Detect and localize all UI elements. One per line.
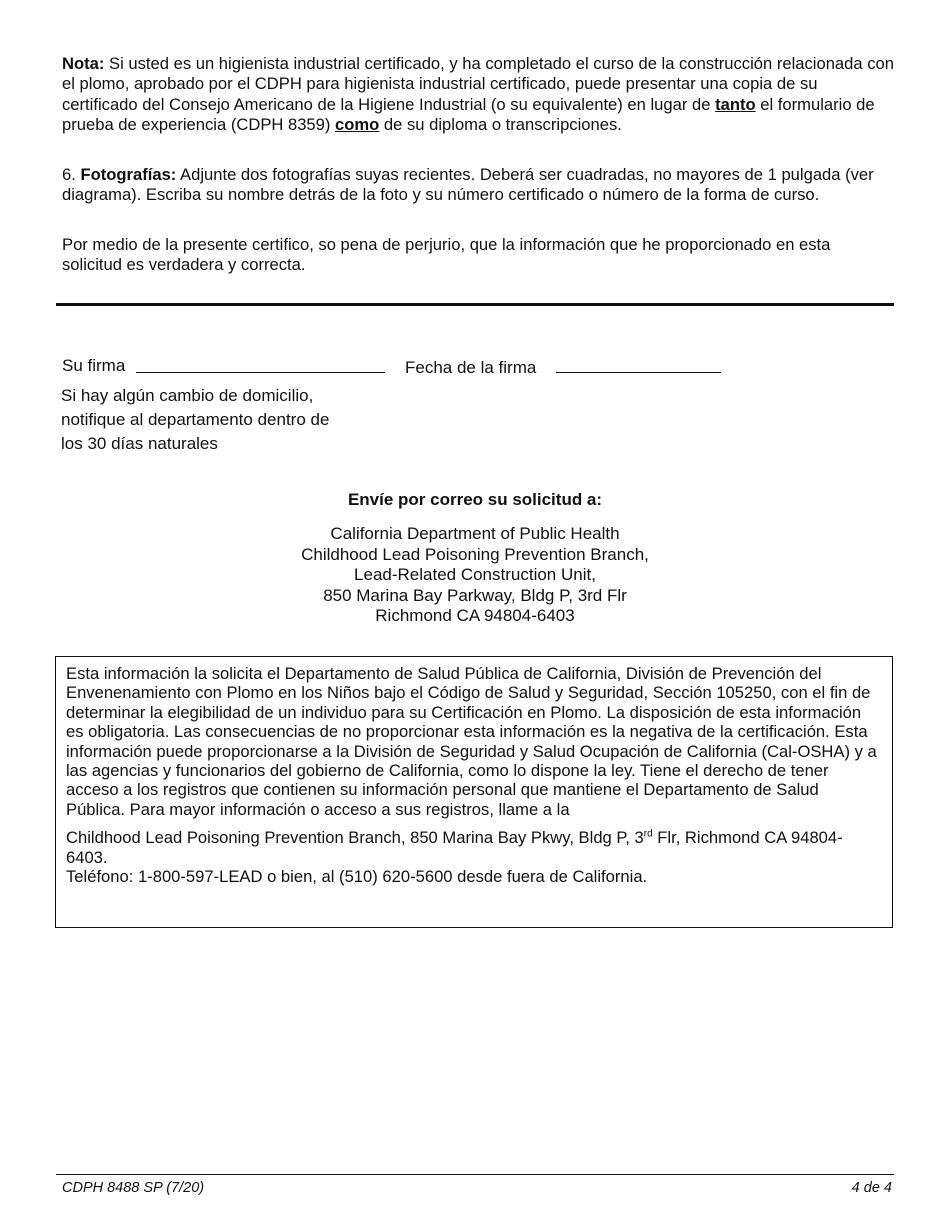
privacy-address-b: Flr, Richmond CA 94804-6403. [66,828,843,867]
footer-divider [56,1174,894,1175]
mailing-address-line-3: Lead-Related Construction Unit, [354,565,596,584]
mailing-address [0,524,950,627]
section-divider [56,303,894,306]
fotografias-paragraph [62,165,894,206]
nota-emph-tanto: tanto [715,94,756,114]
privacy-notice-phone: Teléfono: 1-800-597-LEAD o bien, al (510) 620-5600 desde fuera de California. [66,867,648,887]
privacy-address-a: Childhood Lead Poisoning Prevention Branch, 850 Marina Bay Pkwy, Bldg P, 3 [66,828,644,848]
mailing-address-line-5: Richmond CA 94804-6403 [375,606,575,625]
nota-paragraph [62,54,894,136]
nota-emph-como: como [335,115,380,135]
nota-text-b: el formulario de prueba de experiencia (CDPH 8359) [62,94,875,135]
certification-statement: Por medio de la presente certifico, so pena de perjurio, que la información que he proporcionado en esta solicitud es verdadera y correcta. [62,235,831,275]
signature-date-field[interactable] [556,372,721,373]
privacy-notice-text: Esta información la solicita el Departamento de Salud Pública de California, División de Prevención del Envenenamiento con Plomo en los Niños bajo el Código de Salud y Seguridad, Sección 105250, con el fin de determinar la elegibilidad de un individuo para su Certificación en Plomo. La disposición de esta información es obligatoria. Las consecuencias de no proporcionar esta información es la negativa de la certificación. Esta información puede proporcionarse a la División de Seguridad y Salud Ocupación de California (Cal-OSHA) y a las agencias y funcionarios del gobierno de California, como lo dispone la ley. Tiene el derecho de tener acceso a los registros que contienen su información personal que mantiene el Departamento de Salud Pública. Para mayor información o acceso a sus registros, llame a la [66,664,877,819]
fotografias-label: Fotografías: [80,165,177,184]
signature-date-label: Fecha de la firma [405,358,537,377]
mailing-address-line-2: Childhood Lead Poisoning Prevention Branch, [301,544,649,564]
privacy-notice-box [55,656,893,928]
nota-text-c: de su diploma o transcripciones. [379,115,622,135]
signature-field[interactable] [136,372,385,373]
page-number: 4 de 4 [851,1180,892,1196]
nota-label: Nota: [62,54,105,73]
address-change-line-3: los 30 días naturales [61,434,218,453]
fotografias-text: Adjunte dos fotografías suyas recientes. Deberá ser cuadradas, no mayores de 1 pulgada (ver diagrama). Escriba su nombre detrás de la foto y su número certificado o número de la forma de curso. [62,165,874,205]
fotografias-number: 6. [62,165,81,184]
mailing-address-line-4: 850 Marina Bay Parkway, Bldg P, 3rd Flr [323,585,627,605]
mail-instructions-title: Envíe por correo su solicitud a: [347,490,603,509]
nota-text-a: Si usted es un higienista industrial certificado, y ha completado el curso de la construcción relacionada con el plomo, aprobado por el CDPH para higienista industrial certificado, puede presentar una copia de su certificado del Consejo Americano de la Higiene Industrial (o su equivalente) en lugar de [62,54,894,114]
privacy-notice-address [66,828,882,867]
form-id: CDPH 8488 SP (7/20) [62,1180,205,1196]
signature-label: Su firma [62,356,126,375]
mailing-address-line-1: California Department of Public Health [330,524,620,543]
address-change-line-2: notifique al departamento dentro de [61,410,330,429]
address-change-line-1: Si hay algún cambio de domicilio, [61,386,314,405]
privacy-address-sup: rd [643,828,653,840]
address-change-note [61,384,381,456]
